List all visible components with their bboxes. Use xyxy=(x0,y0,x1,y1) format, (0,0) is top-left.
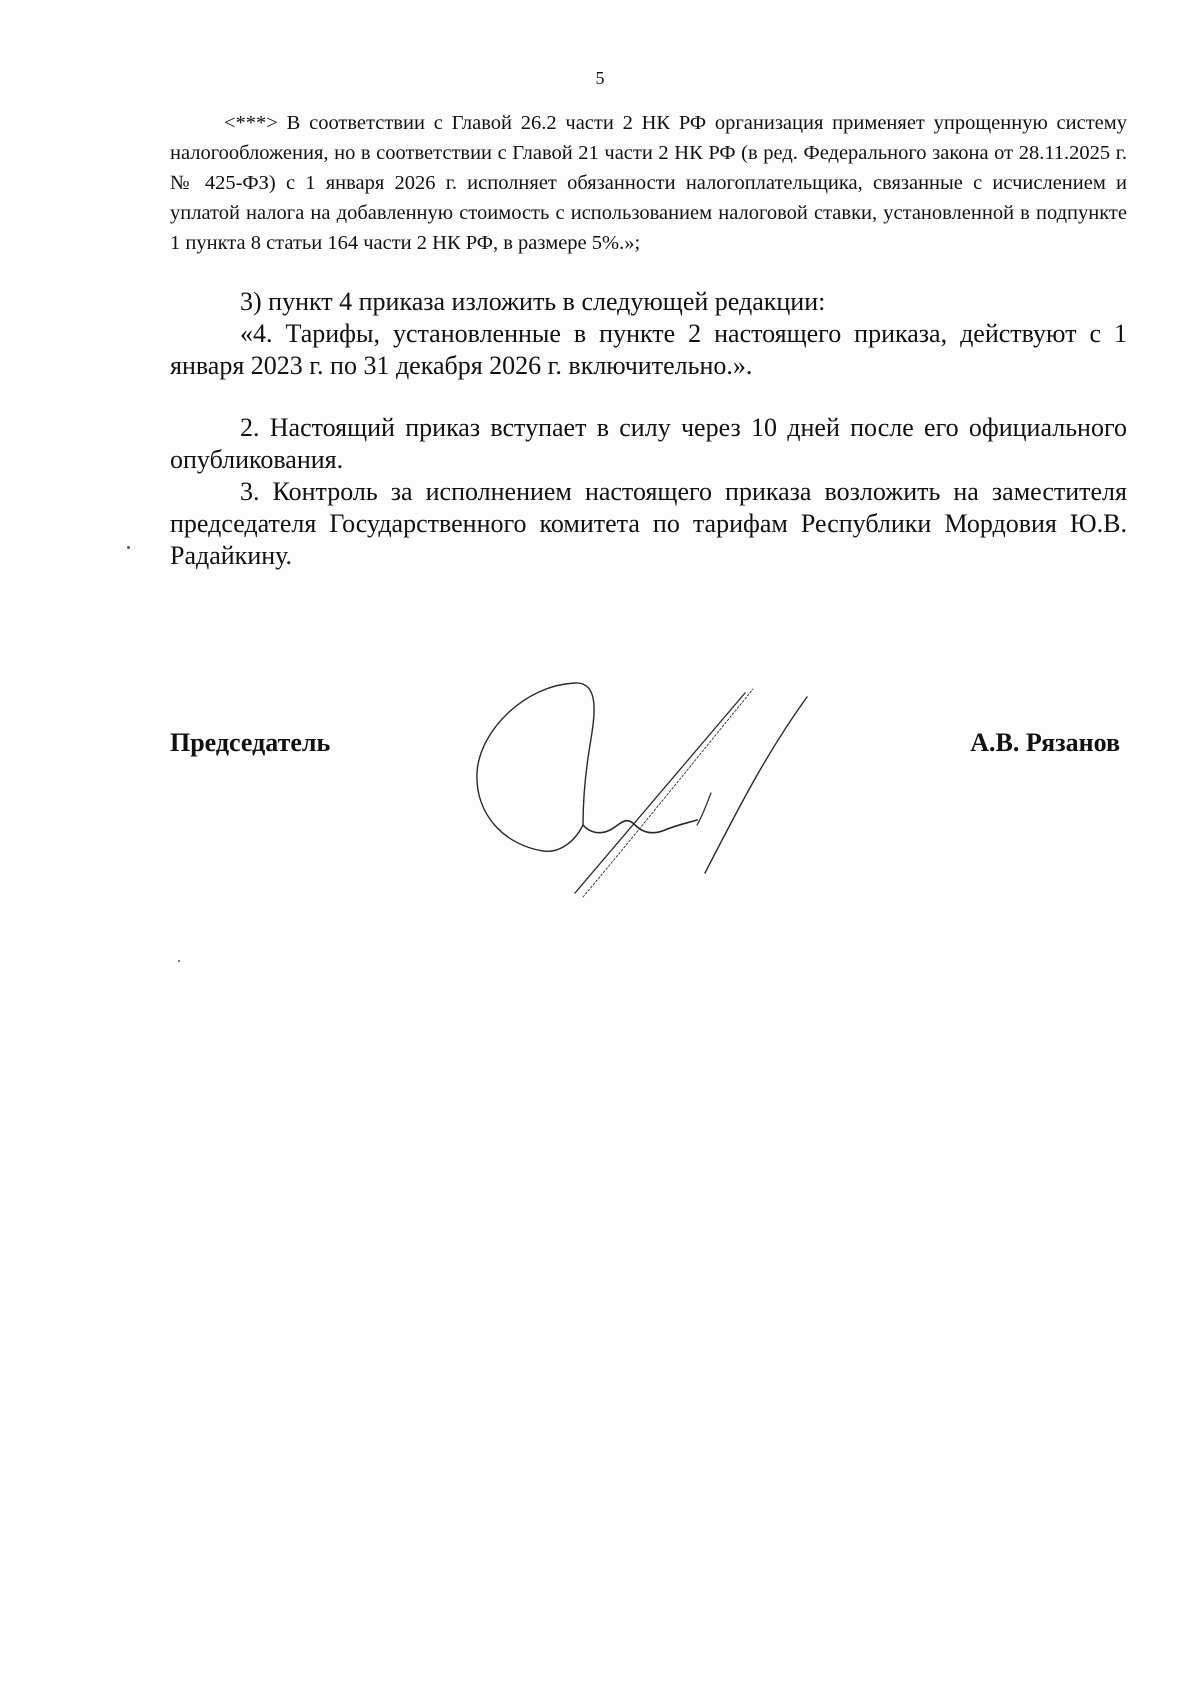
clause-3: 3. Контроль за исполнением настоящего приказа возложить на заместителя председателя Государственного комитета по тарифам Республики Мордовия Ю.В. Радайкину. xyxy=(170,477,1127,570)
page-number: 5 xyxy=(595,68,605,88)
item3-intro: 3) пункт 4 приказа изложить в следующей редакции: xyxy=(240,287,826,316)
document-body xyxy=(170,108,1127,572)
scan-speck xyxy=(127,546,130,549)
signatory-title: Председатель xyxy=(170,728,331,757)
scan-speck xyxy=(178,960,180,962)
signatory-name: А.В. Рязанов xyxy=(970,728,1120,757)
item3-text: «4. Тарифы, установленные в пункте 2 настоящего приказа, действуют с 1 января 2023 г. по 31 декабря 2026 г. включительно.». xyxy=(170,319,1127,380)
footnote-text: <***> В соответствии с Главой 26.2 части 2 НК РФ организация применяет упрощенную систему налогообложения, но в соответствии с Главой 21 части 2 НК РФ (в ред. Федерального закона от 28.11.2025 г. № 425-ФЗ) с 1 января 2026 г. исполняет обязанности налогоплательщика, связанные с исчислением и уплатой налога на добавленную стоимость с использованием налоговой ставки, установленной в подпункте 1 пункта 8 статьи 164 части 2 НК РФ, в размере 5%.»; xyxy=(170,112,1127,254)
handwritten-signature xyxy=(465,675,835,900)
clause-2: 2. Настоящий приказ вступает в силу через 10 дней после его официального опубликования. xyxy=(170,413,1127,474)
